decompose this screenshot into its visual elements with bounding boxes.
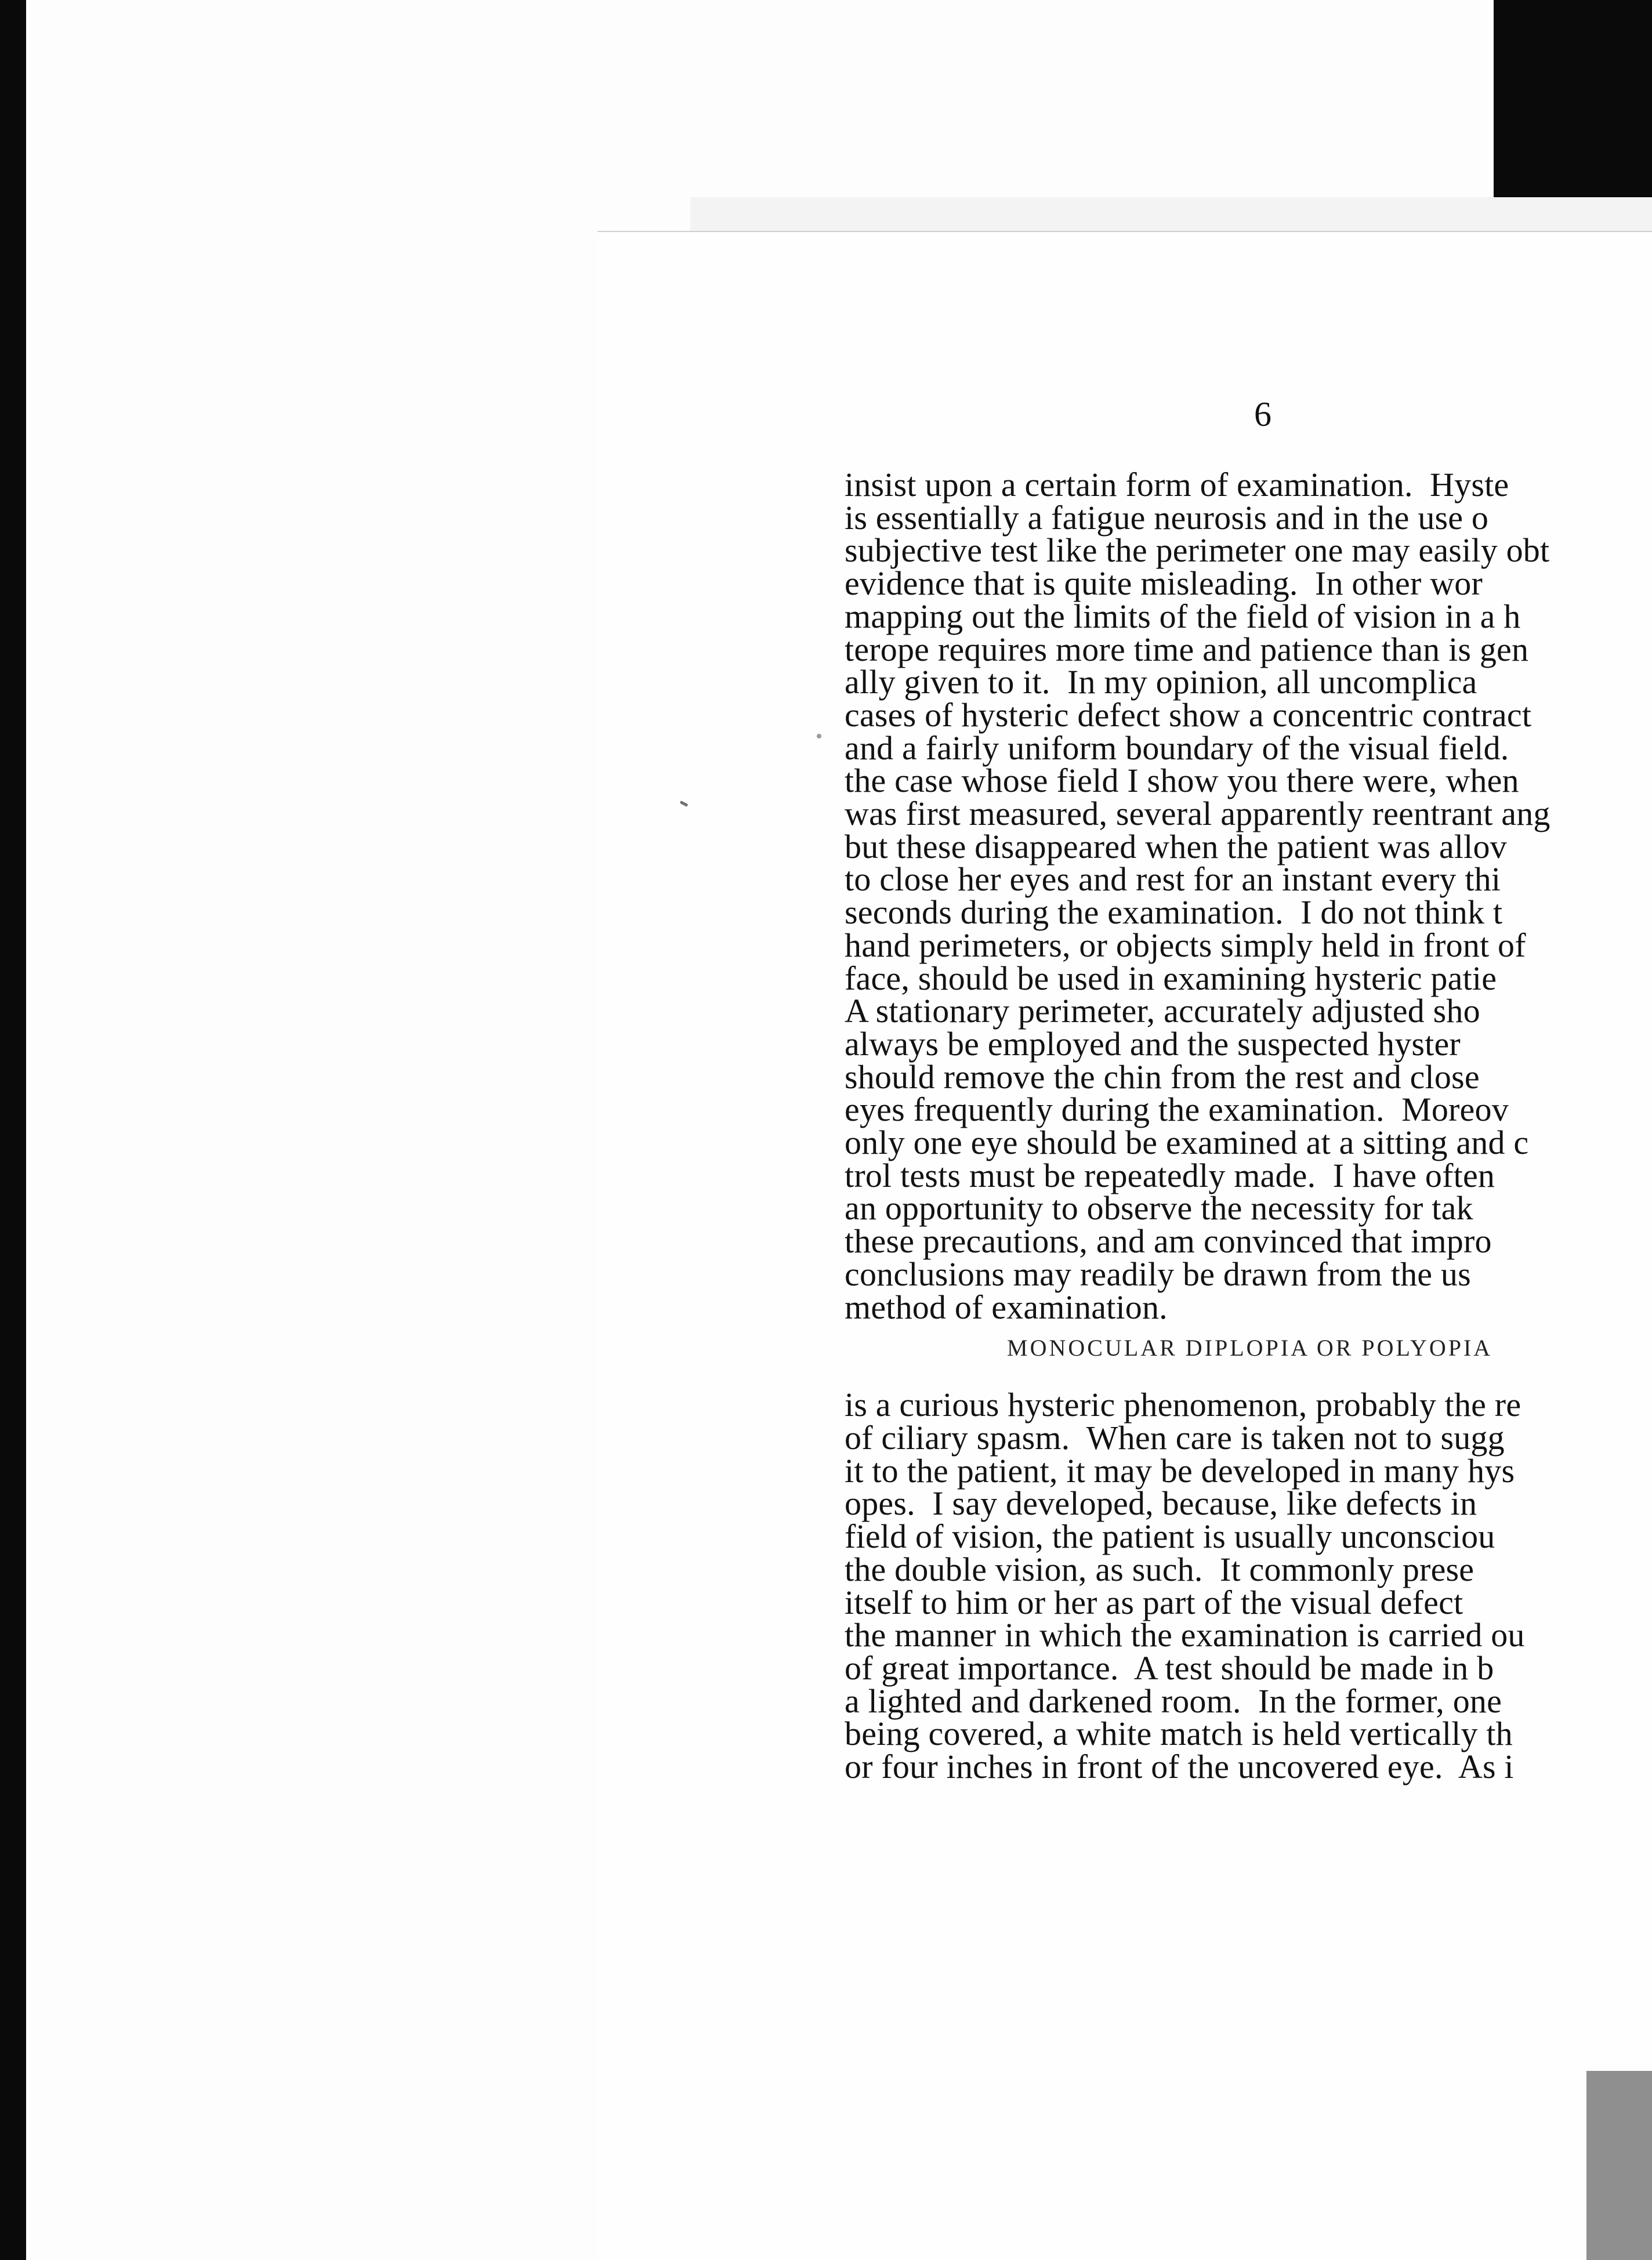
text-line: an opportunity to observe the necessity for tak: [845, 1189, 1473, 1227]
section-heading: MONOCULAR DIPLOPIA OR POLYOPIA: [1007, 1335, 1493, 1361]
text-line: the case whose field I show you there were, when: [845, 762, 1519, 800]
text-line: should remove the chin from the rest and close: [845, 1057, 1480, 1096]
text-line: a lighted and darkened room. In the former, one: [845, 1682, 1502, 1720]
text-line: itself to him or her as part of the visual defect: [845, 1583, 1463, 1621]
text-line: mapping out the limits of the field of vision in a h: [845, 597, 1521, 635]
text-line: cases of hysteric defect show a concentric contract: [845, 696, 1532, 734]
text-line: the manner in which the examination is carried ou: [845, 1616, 1525, 1654]
text-line: and a fairly uniform boundary of the visual field.: [845, 729, 1509, 767]
scan-speck: [817, 734, 821, 738]
text-line: being covered, a white match is held vertically th: [845, 1715, 1513, 1753]
text-line: the double vision, as such. It commonly prese: [845, 1550, 1475, 1588]
text-line: subjective test like the perimeter one may easily obt: [845, 531, 1550, 570]
text-line: always be employed and the suspected hyster: [845, 1024, 1461, 1063]
text-line: conclusions may readily be drawn from the us: [845, 1255, 1471, 1293]
scan-shadow: [1586, 2071, 1652, 2260]
text-line: seconds during the examination. I do not think t: [845, 893, 1503, 932]
paragraph-2: [845, 1386, 1652, 1786]
text-line: evidence that is quite misleading. In other wor: [845, 564, 1483, 603]
text-line: but these disappeared when the patient was allov: [845, 827, 1507, 865]
text-line: terope requires more time and patience than is gen: [845, 630, 1529, 668]
text-line: was first measured, several apparently reentrant ang: [845, 795, 1550, 833]
paragraph-1: [845, 466, 1652, 1326]
text-line: A stationary perimeter, accurately adjusted sho: [845, 992, 1480, 1030]
text-line: eyes frequently during the examination. Moreov: [845, 1091, 1509, 1129]
text-line: of ciliary spasm. When care is taken not to sugg: [845, 1418, 1505, 1457]
text-line: insist upon a certain form of examination. Hyste: [845, 466, 1509, 504]
text-line: it to the patient, it may be developed in many hys: [845, 1451, 1515, 1490]
text-line: these precautions, and am convinced that impro: [845, 1222, 1492, 1261]
text-line: ally given to it. In my opinion, all uncomplica: [845, 663, 1477, 701]
page-body: [845, 466, 1652, 1786]
text-line: is essentially a fatigue neurosis and in the use o: [845, 498, 1489, 537]
text-line: face, should be used in examining hysteric patie: [845, 959, 1497, 997]
text-line: field of vision, the patient is usually unconsciou: [845, 1517, 1495, 1556]
text-line: is a curious hysteric phenomenon, probably the re: [845, 1386, 1521, 1424]
text-line: to close her eyes and rest for an instant every thi: [845, 860, 1501, 899]
text-line: trol tests must be repeatedly made. I have often: [845, 1156, 1495, 1194]
text-line: of great importance. A test should be made in b: [845, 1649, 1494, 1687]
text-line: opes. I say developed, because, like defects in: [845, 1484, 1477, 1523]
text-line: method of examination.: [845, 1288, 1168, 1326]
text-line: or four inches in front of the uncovered eye. As i: [845, 1748, 1514, 1786]
text-line: hand perimeters, or objects simply held in front of: [845, 926, 1526, 964]
page-number: 6: [1254, 395, 1271, 433]
text-line: only one eye should be examined at a sitting and c: [845, 1124, 1529, 1162]
